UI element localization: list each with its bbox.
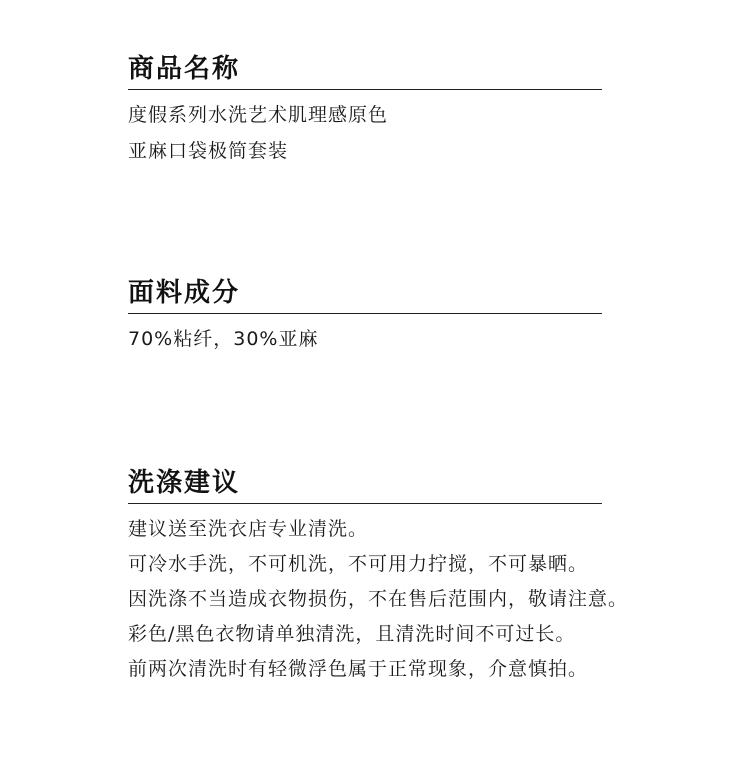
product-name-heading: 商品名称	[128, 54, 602, 90]
fabric-heading: 面料成分	[128, 278, 602, 314]
care-section	[128, 468, 629, 693]
care-heading: 洗涤建议	[128, 468, 602, 504]
care-instruction: 因洗涤不当造成衣物损伤，不在售后范围内，敬请注意。	[128, 588, 629, 610]
care-instruction: 彩色/黑色衣物请单独清洗，且清洗时间不可过长。	[128, 623, 576, 645]
product-name-line: 度假系列水洗艺术肌理感原色	[128, 104, 389, 126]
fabric-body	[128, 328, 602, 350]
care-body	[128, 518, 629, 680]
fabric-section	[128, 278, 602, 350]
product-name-section	[128, 54, 602, 176]
care-instruction: 前两次清洗时有轻微浮色属于正常现象，介意慎拍。	[128, 658, 589, 680]
care-instruction: 建议送至洗衣店专业清洗。	[128, 518, 369, 540]
fabric-composition: 70%粘纤，30%亚麻	[128, 328, 319, 350]
product-name-body	[128, 104, 602, 162]
product-name-line: 亚麻口袋极简套装	[128, 140, 289, 162]
care-instruction: 可冷水手洗，不可机洗，不可用力拧搅，不可暴晒。	[128, 553, 589, 575]
